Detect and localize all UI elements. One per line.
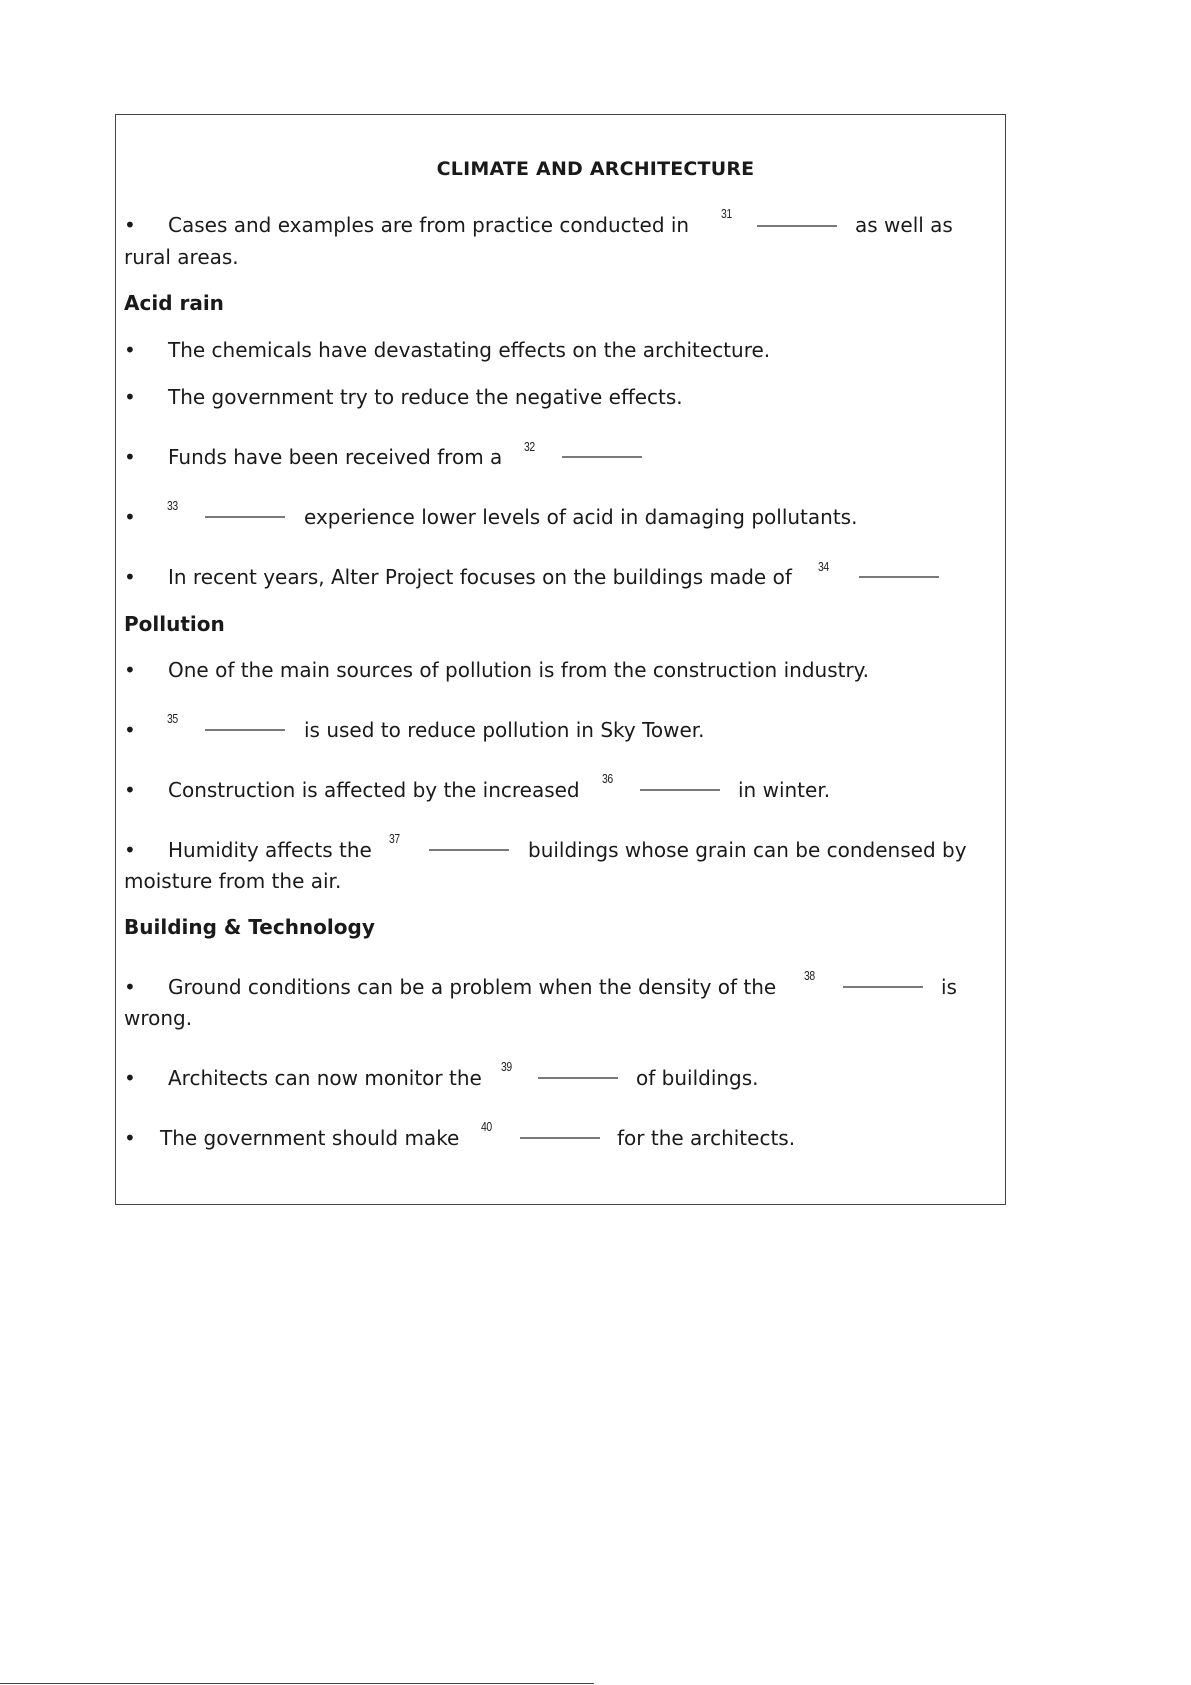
pollution-statement-1: One of the main sources of pollution is from the construction industry. xyxy=(168,658,870,682)
bullet: • xyxy=(124,505,136,529)
q31-text-before: Cases and examples are from practice conducted in xyxy=(168,213,690,237)
bullet: • xyxy=(124,338,136,362)
q33-number: 33 xyxy=(167,498,178,513)
q34-blank[interactable] xyxy=(859,576,939,578)
q31-text-after: as well as xyxy=(855,213,953,237)
bullet: • xyxy=(124,1126,136,1150)
acid-statement-1: The chemicals have devastating effects on the architecture. xyxy=(168,338,771,362)
bullet: • xyxy=(124,718,136,742)
q38-number: 38 xyxy=(804,968,815,983)
bullet: • xyxy=(124,213,136,237)
q39-text-before: Architects can now monitor the xyxy=(168,1066,482,1090)
q39-text-after: of buildings. xyxy=(636,1066,759,1090)
q32-number: 32 xyxy=(524,439,535,454)
q35-text-after: is used to reduce pollution in Sky Tower. xyxy=(304,718,705,742)
bullet: • xyxy=(124,838,136,862)
q37-blank[interactable] xyxy=(429,849,509,851)
q40-text-after: for the architects. xyxy=(617,1126,796,1150)
q40-blank[interactable] xyxy=(520,1137,600,1139)
heading-acid-rain: Acid rain xyxy=(124,291,224,315)
q38-text-after: is xyxy=(941,975,957,999)
q38-text-before: Ground conditions can be a problem when the density of the xyxy=(168,975,777,999)
acid-statement-2: The government try to reduce the negative effects. xyxy=(168,385,683,409)
bullet: • xyxy=(124,565,136,589)
bullet: • xyxy=(124,658,136,682)
q39-number: 39 xyxy=(501,1059,512,1074)
q35-blank[interactable] xyxy=(205,729,285,731)
q34-number: 34 xyxy=(818,559,829,574)
q39-blank[interactable] xyxy=(538,1077,618,1079)
footer-rule xyxy=(0,1683,594,1684)
q38-blank[interactable] xyxy=(843,986,923,988)
heading-building-technology: Building & Technology xyxy=(124,915,375,939)
bullet: • xyxy=(124,385,136,409)
q31-blank[interactable] xyxy=(757,225,837,227)
q40-text-before: The government should make xyxy=(160,1126,460,1150)
bullet: • xyxy=(124,778,136,802)
q38-cont-text: wrong. xyxy=(124,1006,193,1030)
q32-blank[interactable] xyxy=(562,456,642,458)
q36-text-after: in winter. xyxy=(738,778,831,802)
q31-number: 31 xyxy=(721,206,732,221)
q37-text-after: buildings whose grain can be condensed by xyxy=(528,838,967,862)
q40-number: 40 xyxy=(481,1119,492,1134)
q37-text-before: Humidity affects the xyxy=(168,838,372,862)
q34-text-before: In recent years, Alter Project focuses on the buildings made of xyxy=(168,565,792,589)
q36-blank[interactable] xyxy=(640,789,720,791)
page-title: CLIMATE AND ARCHITECTURE xyxy=(436,158,755,180)
q33-blank[interactable] xyxy=(205,516,285,518)
bullet: • xyxy=(124,1066,136,1090)
heading-pollution: Pollution xyxy=(124,612,225,636)
bullet: • xyxy=(124,975,136,999)
q36-text-before: Construction is affected by the increased xyxy=(168,778,580,802)
q33-text-after: experience lower levels of acid in damaging pollutants. xyxy=(304,505,858,529)
q36-number: 36 xyxy=(602,771,613,786)
q32-text-before: Funds have been received from a xyxy=(168,445,503,469)
q37-cont-text: moisture from the air. xyxy=(124,869,342,893)
q31-cont-text: rural areas. xyxy=(124,245,239,269)
q35-number: 35 xyxy=(167,711,178,726)
bullet: • xyxy=(124,445,136,469)
q37-number: 37 xyxy=(389,831,400,846)
